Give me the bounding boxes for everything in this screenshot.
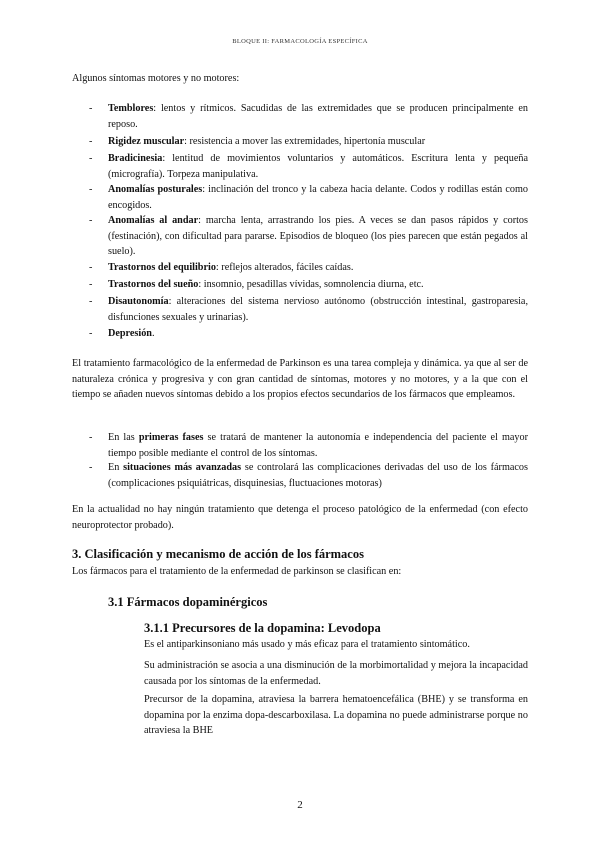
list-item xyxy=(108,294,528,325)
list-bullet: - xyxy=(89,153,93,164)
list-item xyxy=(108,260,528,276)
phase-text: se tratará de mantener la autonomía e independencia del paciente el mayor tiempo posible mediante el control de los síntomas. xyxy=(108,432,528,459)
symptom-term: Anomalías posturales xyxy=(108,184,203,195)
list-bullet: - xyxy=(89,184,93,195)
list-bullet: - xyxy=(89,262,93,273)
phase-term: primeras fases xyxy=(138,432,204,443)
list-item xyxy=(108,151,528,182)
symptom-term: Rigidez muscular xyxy=(108,136,185,147)
list-bullet: - xyxy=(89,279,93,290)
levodopa-paragraph-3: Precursor de la dopamina, atraviesa la barrera hematoencefálica (BHE) y se transforma en dopamina por la enzima dopa-descarboxilasa. La dopamina no puede administrarse porque no atraviesa la BHE xyxy=(144,694,528,736)
phase-term: situaciones más avanzadas xyxy=(123,462,242,473)
levodopa-paragraph-1: Es el antiparkinsoniano más usado y más eficaz para el tratamiento sintomático. xyxy=(144,639,470,650)
list-bullet: - xyxy=(89,103,93,114)
list-item xyxy=(108,101,528,132)
list-bullet: - xyxy=(89,136,93,147)
symptom-text: : lentos y rítmicos. Sacudidas de las extremidades que se producen principalmente en reposo. xyxy=(108,103,528,130)
current-treatment-paragraph: En la actualidad no hay ningún tratamiento que detenga el proceso patológico de la enfermedad (con efecto neuroprotector probado). xyxy=(72,504,528,531)
symptom-term: Anomalías al andar xyxy=(108,215,199,226)
list-item xyxy=(108,182,528,213)
list-item xyxy=(108,326,528,342)
symptoms-intro: Algunos síntomas motores y no motores: xyxy=(72,73,240,84)
section-3-1-1-heading: 3.1.1 Precursores de la dopamina: Levodopa xyxy=(144,621,381,635)
phase-text: se controlará las complicaciones derivadas del uso de los fármacos (complicaciones psiquiátricas, disquinesias, fluctuaciones motoras) xyxy=(108,462,528,489)
symptom-text: : marcha lenta, arrastrando los pies. A veces se dan pasos rápidos y cortos (festinación), con dificultad para pararse. Episodios de bloqueo (los pies parecen que están pegados al suelo). xyxy=(108,215,528,257)
list-bullet: - xyxy=(89,296,93,307)
list-item xyxy=(108,134,528,150)
section-3-heading: 3. Clasificación y mecanismo de acción de los fármacos xyxy=(72,547,364,561)
list-bullet: - xyxy=(89,432,93,443)
symptom-term: Trastornos del sueño xyxy=(108,279,199,290)
phase-pre: En las xyxy=(108,432,139,443)
symptom-text: : alteraciones del sistema nervioso autónomo (obstrucción intestinal, gastroparesia, disfunciones sexuales y urinarias). xyxy=(108,296,528,323)
list-item xyxy=(108,277,528,293)
list-item xyxy=(108,430,528,461)
levodopa-paragraph-2: Su administración se asocia a una disminución de la morbimortalidad y mejora la incapacidad causada por los síntomas de la enfermedad. xyxy=(144,660,528,687)
symptom-text: : insomnio, pesadillas vívidas, somnolencia diurna, etc. xyxy=(198,279,424,290)
symptom-term: Temblores xyxy=(108,103,154,114)
symptom-text: : resistencia a mover las extremidades, hipertonía muscular xyxy=(184,136,426,147)
page-number: 2 xyxy=(297,799,303,811)
list-item xyxy=(108,460,528,491)
list-bullet: - xyxy=(89,215,93,226)
symptom-term: Depresión xyxy=(108,328,152,339)
section-3-intro: Los fármacos para el tratamiento de la enfermedad de parkinson se clasifican en: xyxy=(72,566,402,577)
list-item xyxy=(108,213,528,260)
treatment-paragraph: El tratamiento farmacológico de la enfermedad de Parkinson es una tarea compleja y dinámica. ya que al ser de naturaleza crónica y progresiva y con gran cantidad de síntomas, motores y no motores, y a la que con el tiempo se añaden nuevos síntomas debido a los propios efectos secundarios de los fármacos que empleamos. xyxy=(72,358,528,400)
symptom-text: : reflejos alterados, fáciles caídas. xyxy=(215,262,354,273)
running-header: BLOQUE II: FARMACOLOGÍA ESPECÍFICA xyxy=(232,38,368,45)
list-bullet: - xyxy=(89,328,93,339)
symptom-term: Bradicinesia xyxy=(108,153,163,164)
symptom-text: : lentitud de movimientos voluntarios y automáticos. Escritura lenta y pequeña (micrografía). Torpeza manipulativa. xyxy=(108,153,528,180)
symptom-term: Trastornos del equilibrio xyxy=(108,262,216,273)
symptom-term: Disautonomía xyxy=(108,296,169,307)
list-bullet: - xyxy=(89,462,93,473)
symptom-text: : inclinación del tronco y la cabeza hacia delante. Codos y rodillas están como encogidos. xyxy=(108,184,528,211)
symptom-text: . xyxy=(151,328,155,339)
phase-pre: En xyxy=(108,462,124,473)
section-3-1-heading: 3.1 Fármacos dopaminérgicos xyxy=(108,595,268,609)
